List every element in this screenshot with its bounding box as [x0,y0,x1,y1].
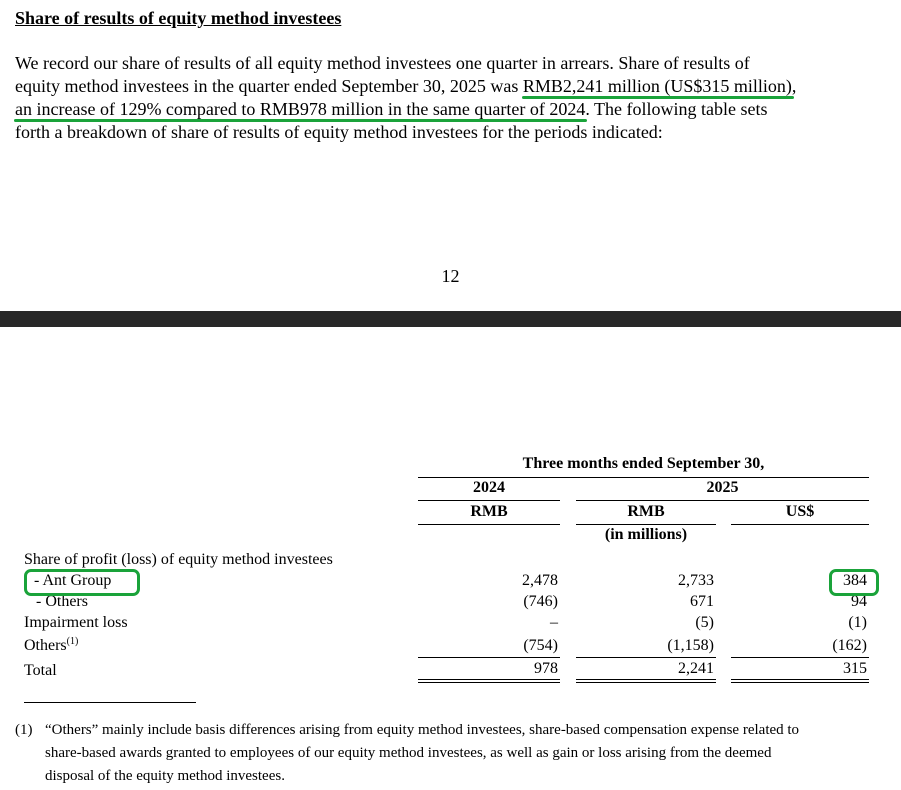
paragraph-line-1: We record our share of results of all equity method investees one quarter in arrears. Share of results of [15,53,750,73]
highlight-box-ant-group [24,569,140,596]
table-rule [731,679,869,680]
cell-value: 2,241 [678,660,714,677]
highlighted-increase: an increase of 129% compared to RMB978 million in the same quarter of 2024 [15,99,586,119]
paragraph-line-3 [15,98,895,121]
cell-value: 2,478 [522,572,558,589]
section-heading: Share of results of equity method investees [15,8,342,28]
table-rule [576,657,716,658]
highlighted-amount: RMB2,241 million (US$315 million) [522,76,792,96]
cell-value: (1,158) [667,637,714,654]
page-number: 12 [441,266,460,286]
units-note: (in millions) [604,526,688,543]
cell-value: (1) [848,614,867,631]
paragraph-text: , [791,76,797,96]
row-label-ant-group: - Ant Group [34,572,112,589]
table-rule [418,524,560,525]
cell-value: (162) [832,637,867,654]
cell-value: (754) [523,637,558,654]
footnote-reference: (1) [66,636,79,647]
paragraph-text: . The following table sets [585,99,768,119]
paragraph-line-4: forth a breakdown of share of results of equity method investees for the periods indicated: [15,122,663,142]
cell-value: 671 [690,593,714,610]
cell-value: 315 [843,660,867,677]
table-rule [576,682,716,683]
currency-header-usd-2025: US$ [785,503,815,520]
cell-value: 2,733 [678,572,714,589]
footnote-line-2: share-based awards granted to employees of our equity method investees, as well as gain or loss arising from the deemed [45,745,772,761]
table-rule [576,524,716,525]
footnote [15,719,895,788]
table-rule [576,500,869,501]
footnote-marker: (1) [15,722,33,738]
table-rule [418,657,560,658]
table-rule [731,524,869,525]
table-rule [576,679,716,680]
row-label-others-sub: - Others [36,593,88,610]
footnote-line-1: “Others” mainly include basis differences arising from equity method investees, share-based compensation expense related to [45,722,800,738]
cell-value: 94 [851,593,867,610]
section-label: Share of profit (loss) of equity method investees [24,551,333,568]
cell-value: (5) [695,614,714,631]
cell-value: 384 [843,572,867,589]
year-2025-header: 2025 [706,479,739,496]
cell-value: 978 [534,660,558,677]
footnote-line-3: disposal of the equity method investees. [45,768,285,784]
row-label-text: Others [24,637,67,654]
highlight-box-usd-value [829,569,879,596]
table-rule [418,477,869,478]
cell-value: – [550,614,558,631]
footnote-divider [24,702,196,703]
page-break-divider [0,311,901,327]
intro-paragraph [15,52,895,144]
table-rule [731,682,869,683]
currency-header-rmb-2025: RMB [627,503,665,520]
paragraph-text: equity method investees in the quarter ended September 30, 2025 was [15,76,523,96]
row-label-others [24,637,78,655]
table-rule [731,657,869,658]
currency-header-rmb-2024: RMB [470,503,508,520]
paragraph-line-2 [15,75,895,98]
period-header: Three months ended September 30, [522,455,765,472]
table-rule [418,682,560,683]
table-rule [418,500,560,501]
cell-value: (746) [523,593,558,610]
year-2024-header: 2024 [473,479,505,496]
row-label-impairment-loss: Impairment loss [24,614,128,631]
table-rule [418,679,560,680]
row-label-total: Total [24,662,57,679]
